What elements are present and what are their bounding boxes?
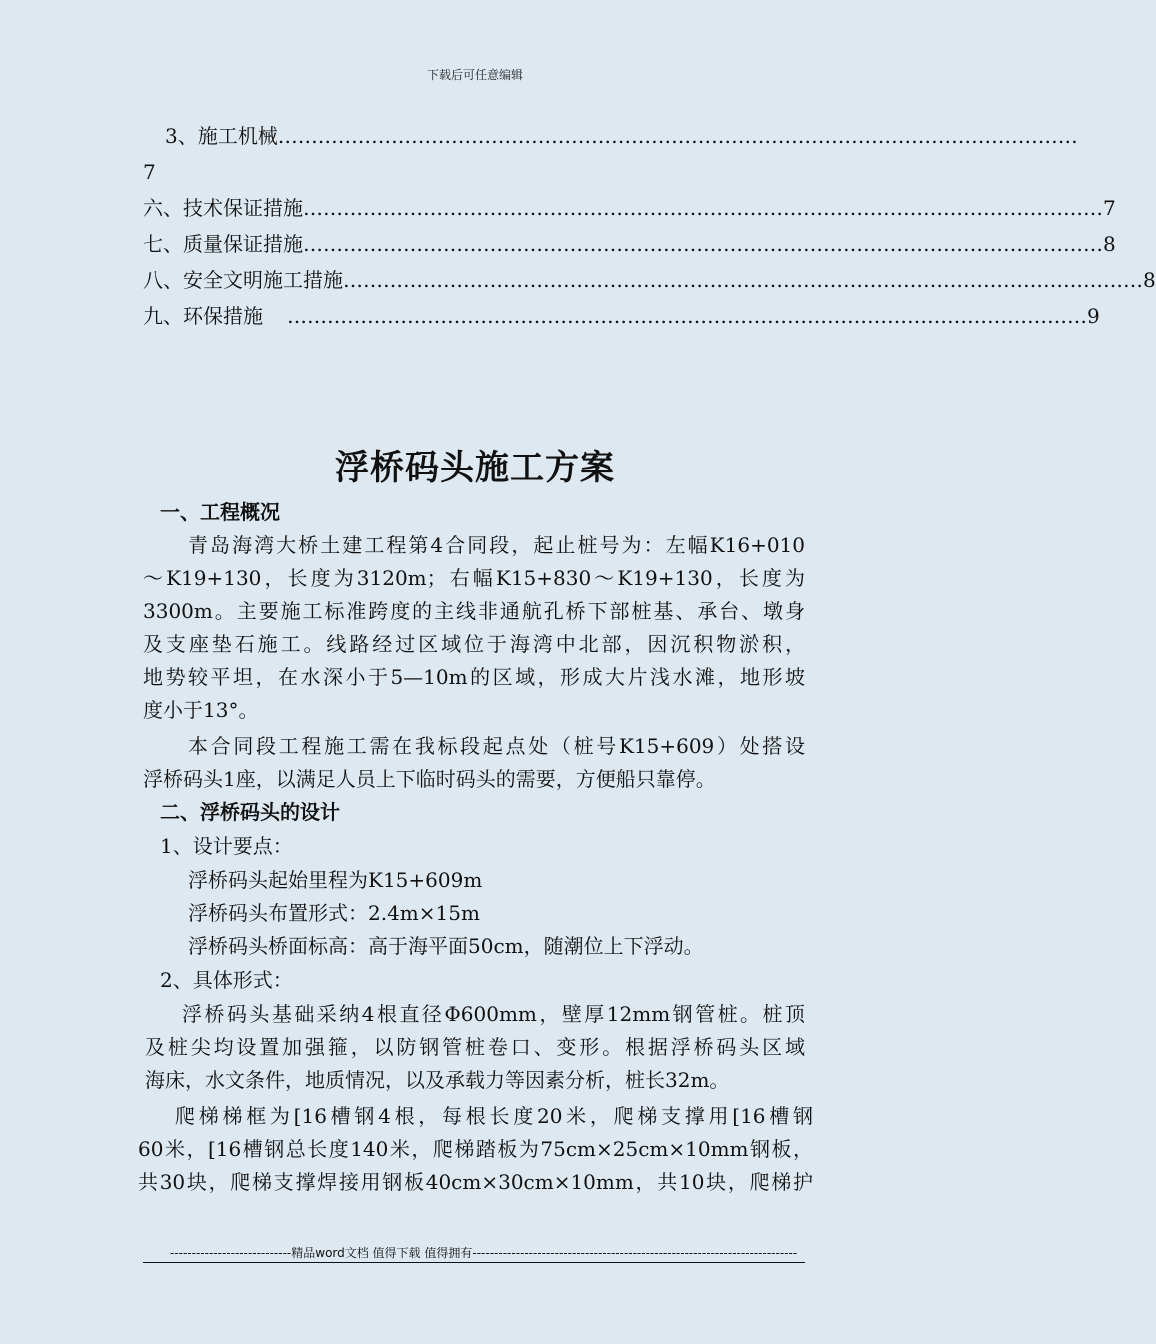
toc-entry bbox=[143, 154, 805, 190]
paragraph-line: 及支座垫石施工。线路经过区域位于海湾中北部，因沉积物淤积， bbox=[143, 632, 805, 656]
footer-dash-left: ---------------------------- bbox=[170, 1246, 292, 1260]
page-footer bbox=[170, 1244, 798, 1261]
paragraph-line: 浮桥码头布置形式：2.4m×15m bbox=[188, 901, 480, 925]
subsection-heading: 2、具体形式： bbox=[160, 968, 293, 992]
toc-page-number: 7 bbox=[1103, 196, 1116, 220]
subsection-heading: 1、设计要点： bbox=[160, 834, 293, 858]
toc-entry[interactable] bbox=[143, 298, 1100, 334]
toc-entry[interactable] bbox=[143, 190, 1116, 226]
paragraph-line: 海床，水文条件，地质情况，以及承载力等因素分析，桩长32m。 bbox=[145, 1068, 730, 1092]
toc-entry[interactable] bbox=[143, 226, 1116, 262]
toc-entry-label: 七、质量保证措施 bbox=[143, 232, 303, 256]
toc-entry[interactable] bbox=[165, 118, 1078, 154]
paragraph-line: 浮桥码头起始里程为K15+609m bbox=[188, 868, 483, 892]
paragraph-line: 及桩尖均设置加强箍，以防钢管桩卷口、变形。根据浮桥码头区域 bbox=[145, 1035, 805, 1059]
toc-page-number: 8 bbox=[1143, 268, 1156, 292]
paragraph-line: 地势较平坦，在水深小于5—10m的区域，形成大片浅水滩，地形坡 bbox=[143, 665, 805, 689]
paragraph-line: 浮桥码头桥面标高：高于海平面50cm，随潮位上下浮动。 bbox=[188, 934, 704, 958]
paragraph-line: 浮桥码头1座，以满足人员上下临时码头的需要，方便船只靠停。 bbox=[143, 767, 716, 791]
paragraph-line: 青岛海湾大桥土建工程第4合同段，起止桩号为：左幅K16+010 bbox=[188, 533, 805, 557]
toc-page-number: 8 bbox=[1103, 232, 1116, 256]
document-title: 浮桥码头施工方案 bbox=[335, 448, 615, 488]
toc-entry[interactable] bbox=[143, 262, 1156, 298]
paragraph-line: 共30块，爬梯支撑焊接用钢板40cm×30cm×10mm，共10块，爬梯护 bbox=[138, 1170, 813, 1194]
toc-entry-label: 3、施工机械 bbox=[165, 124, 278, 148]
section-heading: 一、工程概况 bbox=[160, 500, 280, 524]
section-heading: 二、浮桥码头的设计 bbox=[160, 800, 340, 824]
paragraph-line: 3300m。主要施工标准跨度的主线非通航孔桥下部桩基、承台、墩身 bbox=[143, 599, 805, 623]
toc-leader: ………………………………………………………………………………………………………… bbox=[303, 196, 1103, 220]
toc-entry-label: 六、技术保证措施 bbox=[143, 196, 303, 220]
paragraph-line: 本合同段工程施工需在我标段起点处（桩号K15+609）处搭设 bbox=[188, 734, 805, 758]
toc-leader: ………………………………………………………………………………………………………… bbox=[287, 304, 1087, 328]
paragraph-line: 浮桥码头基础采纳4根直径Φ600mm，壁厚12mm钢管桩。桩顶 bbox=[182, 1002, 805, 1026]
page-header: 下载后可任意编辑 bbox=[426, 68, 523, 82]
toc-entry-label: 7 bbox=[143, 160, 156, 184]
footer-dash-right: --------------------------------------------------------------------------- bbox=[472, 1246, 798, 1260]
toc-page-number: 9 bbox=[1087, 304, 1100, 328]
paragraph-line: 60米，[16槽钢总长度140米，爬梯踏板为75cm×25cm×10mm钢板， bbox=[138, 1137, 813, 1161]
toc-entry-label: 八、安全文明施工措施 bbox=[143, 268, 343, 292]
paragraph-line: 爬梯梯框为[16槽钢4根，每根长度20米，爬梯支撑用[16槽钢 bbox=[175, 1104, 813, 1128]
footer-text: 精品word文档 值得下载 值得拥有 bbox=[291, 1246, 473, 1260]
toc-leader: ………………………………………………………………………………………………………… bbox=[277, 124, 1078, 148]
footer-rule bbox=[143, 1262, 805, 1263]
toc-leader: ………………………………………………………………………………………………………… bbox=[343, 268, 1143, 292]
toc-leader: ………………………………………………………………………………………………………… bbox=[303, 232, 1103, 256]
paragraph-line: 度小于13°。 bbox=[143, 698, 259, 722]
toc-entry-label: 九、环保措施 bbox=[143, 304, 263, 328]
paragraph-line: ～K19+130，长度为3120m；右幅K15+830～K19+130，长度为 bbox=[143, 566, 805, 590]
